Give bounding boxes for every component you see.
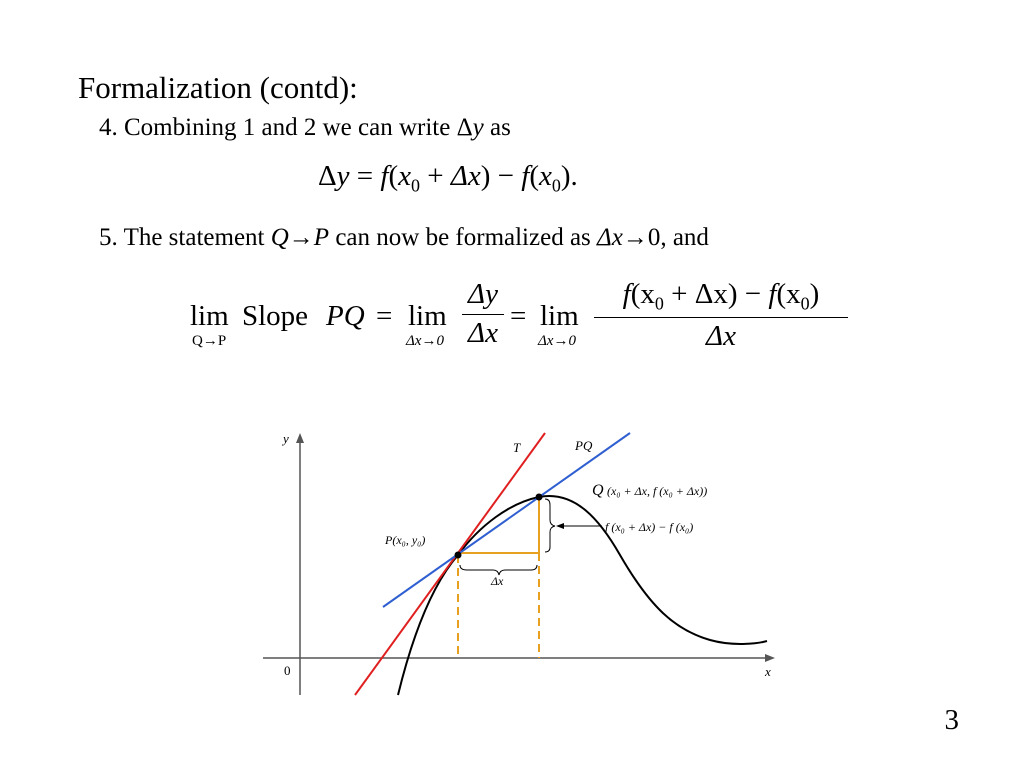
eq2-frac1-bar (462, 314, 504, 315)
point-P (455, 552, 462, 559)
eq1-plus: + (427, 160, 444, 192)
eq2-num-x2: (x (776, 278, 801, 310)
eq1-f2: f (521, 160, 530, 192)
item-4-text: Combining 1 and 2 we can write (124, 114, 451, 141)
eq1-minus: − (497, 160, 515, 192)
eq1-sub1: 0 (411, 175, 420, 196)
item-5-to0: →0, (622, 224, 667, 251)
eq1-x1: x (398, 160, 411, 192)
eq1-open1: ( (388, 160, 399, 192)
eq2-num-x: (x (630, 278, 655, 310)
eq2-eq2: = (510, 300, 527, 332)
eq2-lim3-sub: Δx→0 (538, 333, 576, 349)
item-5-number: 5. (99, 224, 118, 251)
eq1-open2: ( (529, 160, 540, 192)
item-4-delta: Δ (456, 114, 473, 141)
slide-title: Formalization (contd): (78, 70, 358, 105)
item-5-arrow: → (288, 224, 314, 251)
eq2-frac1-num: Δy (468, 278, 498, 310)
eq1-delta: Δ (318, 160, 337, 192)
eq2-lim1-sub: Q→P (192, 333, 227, 349)
eq2-num-f2: f (768, 278, 777, 310)
eq2-num-f1: f (622, 278, 631, 310)
Q-letter: Q (592, 482, 604, 499)
item-4-var: y (472, 114, 484, 141)
item-4-tail: as (490, 114, 511, 141)
eq1-x2: x (539, 160, 552, 192)
difference-label: f (x₀ + Δx) − f (x₀) (605, 520, 694, 534)
tangent-line (355, 433, 545, 695)
item-4 (99, 114, 511, 142)
secant-label: PQ (575, 438, 593, 453)
tangent-secant-diagram (255, 425, 785, 700)
point-Q (536, 494, 543, 501)
eq1-f1: f (380, 160, 389, 192)
origin-label: 0 (284, 663, 291, 678)
item-5-dx: Δx (597, 224, 623, 251)
eq2-frac2 (594, 278, 848, 353)
eq2-num-plus: + Δx) − (663, 278, 769, 310)
eq1-close1: ) (480, 160, 491, 192)
item-5-P: P (313, 224, 330, 251)
difference-arrow-icon (556, 523, 564, 529)
eq2-num-close: ) (809, 278, 820, 310)
eq2-num-sub2: 0 (800, 293, 810, 314)
eq1-sub2: 0 (551, 175, 561, 196)
eq1-y: y (336, 160, 350, 192)
eq1-dx: Δx (450, 160, 481, 192)
tangent-label: T (513, 440, 521, 455)
Q-coordinates: (x₀ + Δx, f (x₀ + Δx)) (607, 484, 708, 498)
x-axis-label: x (765, 664, 771, 679)
eq2-eq1: = (376, 300, 393, 332)
dy-brace (545, 499, 555, 552)
eq2-lim2: lim (408, 300, 447, 332)
dx-label: Δx (491, 574, 504, 588)
eq1-equals: = (356, 160, 374, 192)
eq2-frac1-den: Δx (468, 317, 498, 349)
y-axis-arrow-icon (296, 433, 304, 443)
equation-limit (190, 278, 890, 368)
eq2-frac2-num (594, 278, 848, 314)
item-5-text2: can now be formalized as (335, 224, 591, 251)
eq2-frac2-bar (594, 317, 848, 318)
eq2-num-sub: 0 (654, 293, 664, 314)
eq2-frac1 (462, 278, 504, 350)
item-5-text1: The statement (123, 224, 265, 251)
P-label: P(x₀, y₀) (385, 533, 426, 547)
item-5 (99, 224, 709, 252)
eq2-lim3: lim (540, 300, 579, 332)
eq2-lim2-sub: Δx→0 (406, 333, 444, 349)
y-axis-label: y (283, 431, 289, 446)
page-number: 3 (944, 704, 959, 736)
eq2-frac2-den: Δx (706, 320, 736, 353)
equation-delta-y (318, 160, 578, 196)
dx-brace (460, 565, 537, 575)
eq2-slope: Slope (242, 300, 309, 332)
item-5-Q: Q (270, 224, 289, 251)
item-5-and: and (672, 224, 709, 251)
eq1-end: ). (560, 160, 578, 192)
eq2-lim1: lim (190, 300, 229, 332)
item-4-number: 4. (99, 114, 118, 141)
x-axis-arrow-icon (765, 654, 775, 662)
eq2-PQ: PQ (326, 300, 365, 332)
secant-line (383, 433, 630, 607)
